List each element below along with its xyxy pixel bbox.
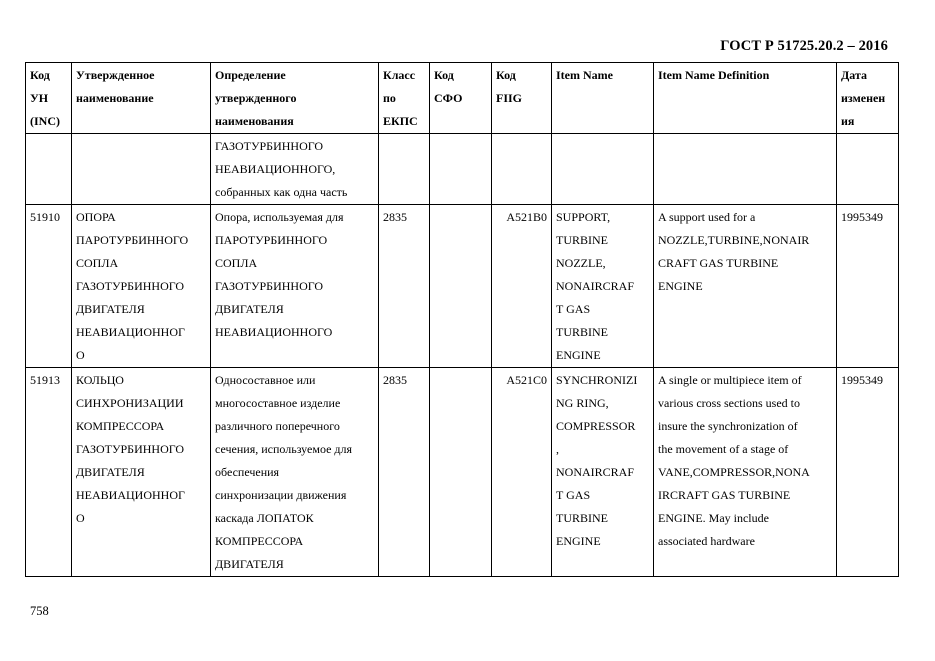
cell-approved-name: КОЛЬЦО СИНХРОНИЗАЦИИ КОМПРЕССОРА ГАЗОТУРБИННОГО ДВИГАТЕЛЯ НЕАВИАЦИОННОГ О (72, 368, 211, 577)
column-header-item-name-definition: Item Name Definition (654, 63, 837, 134)
table-row (26, 134, 899, 205)
table-row (26, 205, 899, 368)
column-header-item-name: Item Name (552, 63, 654, 134)
cell-ekps-class: 2835 (379, 205, 430, 368)
cell-ekps-class: 2835 (379, 368, 430, 577)
cell-fiig-code: A521C0 (492, 368, 552, 577)
column-header-inc: Код УН (INC) (26, 63, 72, 134)
page-number: 758 (30, 604, 49, 618)
standard-designation: ГОСТ Р 51725.20.2 – 2016 (720, 38, 888, 54)
cell-inc: 51913 (26, 368, 72, 577)
cell-item-name (552, 134, 654, 205)
cell-item-name: SUPPORT, TURBINE NOZZLE, NONAIRCRAF T GAS TURBINE ENGINE (552, 205, 654, 368)
column-header-definition: Определение утвержденного наименования (211, 63, 379, 134)
cell-approved-name: ОПОРА ПАРОТУРБИННОГО СОПЛА ГАЗОТУРБИННОГО ДВИГАТЕЛЯ НЕАВИАЦИОННОГ О (72, 205, 211, 368)
cell-definition: ГАЗОТУРБИННОГО НЕАВИАЦИОННОГО, собранных как одна часть (211, 134, 379, 205)
cell-sfo-code (430, 205, 492, 368)
cell-change-date: 1995349 (837, 368, 899, 577)
column-header-fiig-code: Код FIIG (492, 63, 552, 134)
cell-sfo-code (430, 368, 492, 577)
cell-fiig-code (492, 134, 552, 205)
cell-item-name: SYNCHRONIZI NG RING, COMPRESSOR , NONAIRCRAF T GAS TURBINE ENGINE (552, 368, 654, 577)
cell-item-name-definition (654, 134, 837, 205)
table-header-row (26, 63, 899, 134)
column-header-approved-name: Утвержденное наименование (72, 63, 211, 134)
cell-sfo-code (430, 134, 492, 205)
column-header-change-date: Дата изменен ия (837, 63, 899, 134)
cell-definition: Опора, используемая для ПАРОТУРБИННОГО СОПЛА ГАЗОТУРБИННОГО ДВИГАТЕЛЯ НЕАВИАЦИОННОГО (211, 205, 379, 368)
cell-change-date (837, 134, 899, 205)
column-header-sfo-code: Код СФО (430, 63, 492, 134)
cell-item-name-definition: A single or multipiece item of various cross sections used to insure the synchronization of the movement of a stage of VANE,COMPRESSOR,NONA IRCRAFT GAS TURBINE ENGINE. May include associated hardware (654, 368, 837, 577)
cell-ekps-class (379, 134, 430, 205)
cell-change-date: 1995349 (837, 205, 899, 368)
cell-item-name-definition: A support used for a NOZZLE,TURBINE,NONAIR CRAFT GAS TURBINE ENGINE (654, 205, 837, 368)
table-row (26, 368, 899, 577)
cell-approved-name (72, 134, 211, 205)
cell-inc (26, 134, 72, 205)
cell-definition: Односоставное или многосоставное изделие различного поперечного сечения, используемое для обеспечения синхронизации движения каскада ЛОПАТОК КОМПРЕССОРА ДВИГАТЕЛЯ (211, 368, 379, 577)
cell-fiig-code: A521B0 (492, 205, 552, 368)
item-names-table (25, 62, 899, 577)
column-header-ekps-class: Класс по ЕКПС (379, 63, 430, 134)
cell-inc: 51910 (26, 205, 72, 368)
